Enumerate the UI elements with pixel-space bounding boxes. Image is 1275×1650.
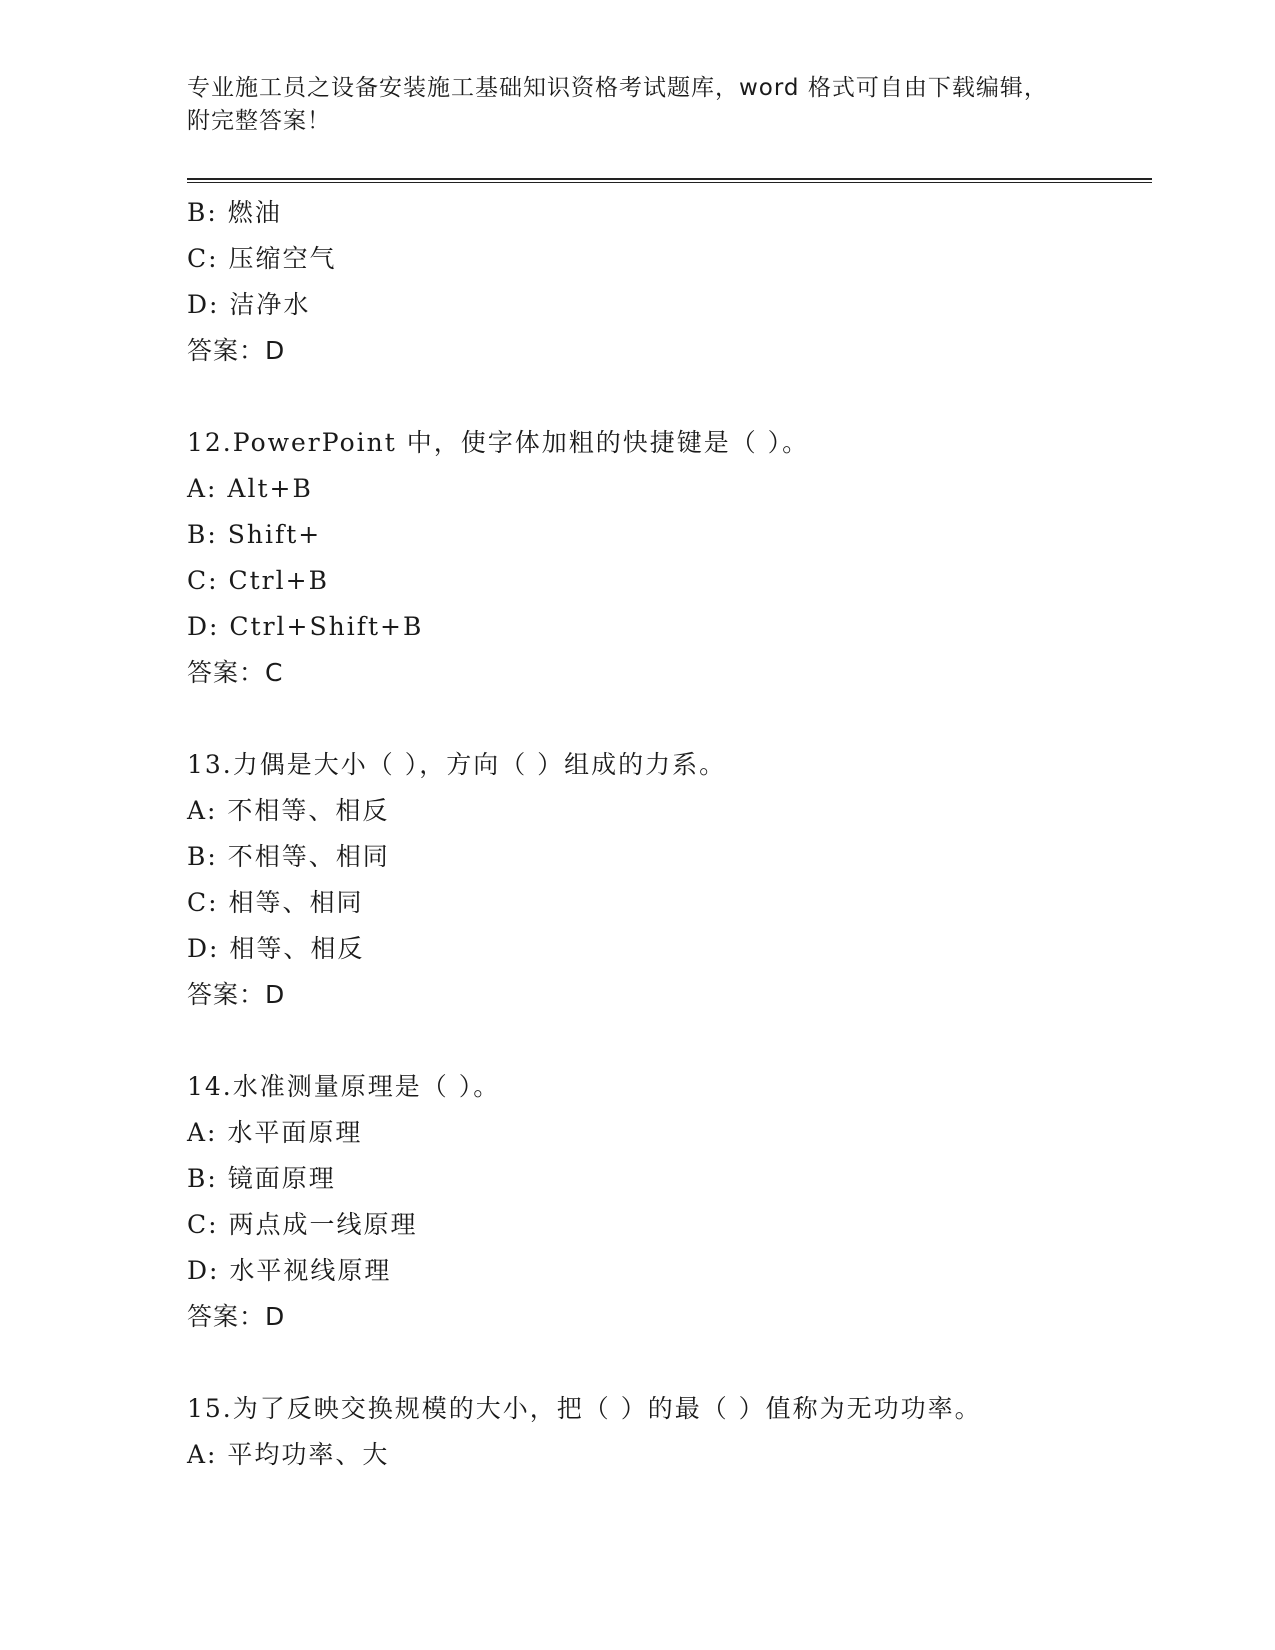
question-13-block [187, 742, 1152, 1018]
option-c: C: 两点成一线原理 [187, 1210, 418, 1239]
option-a: A: 水平面原理 [187, 1118, 363, 1147]
question-list [187, 190, 1152, 1478]
option-d: D: 洁净水 [187, 290, 311, 319]
question-text: 13.力偶是大小（ ），方向（ ）组成的力系。 [187, 750, 727, 779]
question-14-block [187, 1064, 1152, 1340]
header-line-1: 专业施工员之设备安装施工基础知识资格考试题库，word 格式可自由下载编辑， [187, 75, 1048, 101]
answer-line: 答案：D [187, 1302, 286, 1331]
question-15-block [187, 1386, 1152, 1478]
question-12-block [187, 420, 1152, 696]
answer-line: 答案：D [187, 980, 286, 1009]
option-c: C: Ctrl+B [187, 566, 329, 595]
question-11-block [187, 190, 1152, 374]
spacer [187, 374, 1152, 420]
page-header [187, 72, 1107, 138]
option-b: B: 燃油 [187, 198, 282, 227]
spacer [187, 1018, 1152, 1064]
option-d: D: 相等、相反 [187, 934, 365, 963]
question-text: 15.为了反映交换规模的大小，把（ ）的最（ ）值称为无功功率。 [187, 1394, 982, 1423]
option-b: B: 镜面原理 [187, 1164, 336, 1193]
header-divider [187, 178, 1152, 183]
option-b: B: 不相等、相同 [187, 842, 390, 871]
header-line-2: 附完整答案！ [187, 108, 331, 134]
option-a: A: 不相等、相反 [187, 796, 390, 825]
option-c: C: 相等、相同 [187, 888, 364, 917]
option-a: A: Alt+B [187, 474, 313, 503]
answer-line: 答案：D [187, 336, 286, 365]
spacer [187, 1340, 1152, 1386]
answer-line: 答案：C [187, 658, 284, 687]
spacer [187, 696, 1152, 742]
question-text: 14.水准测量原理是（ ）。 [187, 1072, 501, 1101]
question-text: 12.PowerPoint 中，使字体加粗的快捷键是（ ）。 [187, 428, 810, 457]
option-a: A: 平均功率、大 [187, 1440, 390, 1469]
option-c: C: 压缩空气 [187, 244, 337, 273]
option-b: B: Shift+ [187, 520, 322, 549]
option-d: D: Ctrl+Shift+B [187, 612, 424, 641]
option-d: D: 水平视线原理 [187, 1256, 392, 1285]
